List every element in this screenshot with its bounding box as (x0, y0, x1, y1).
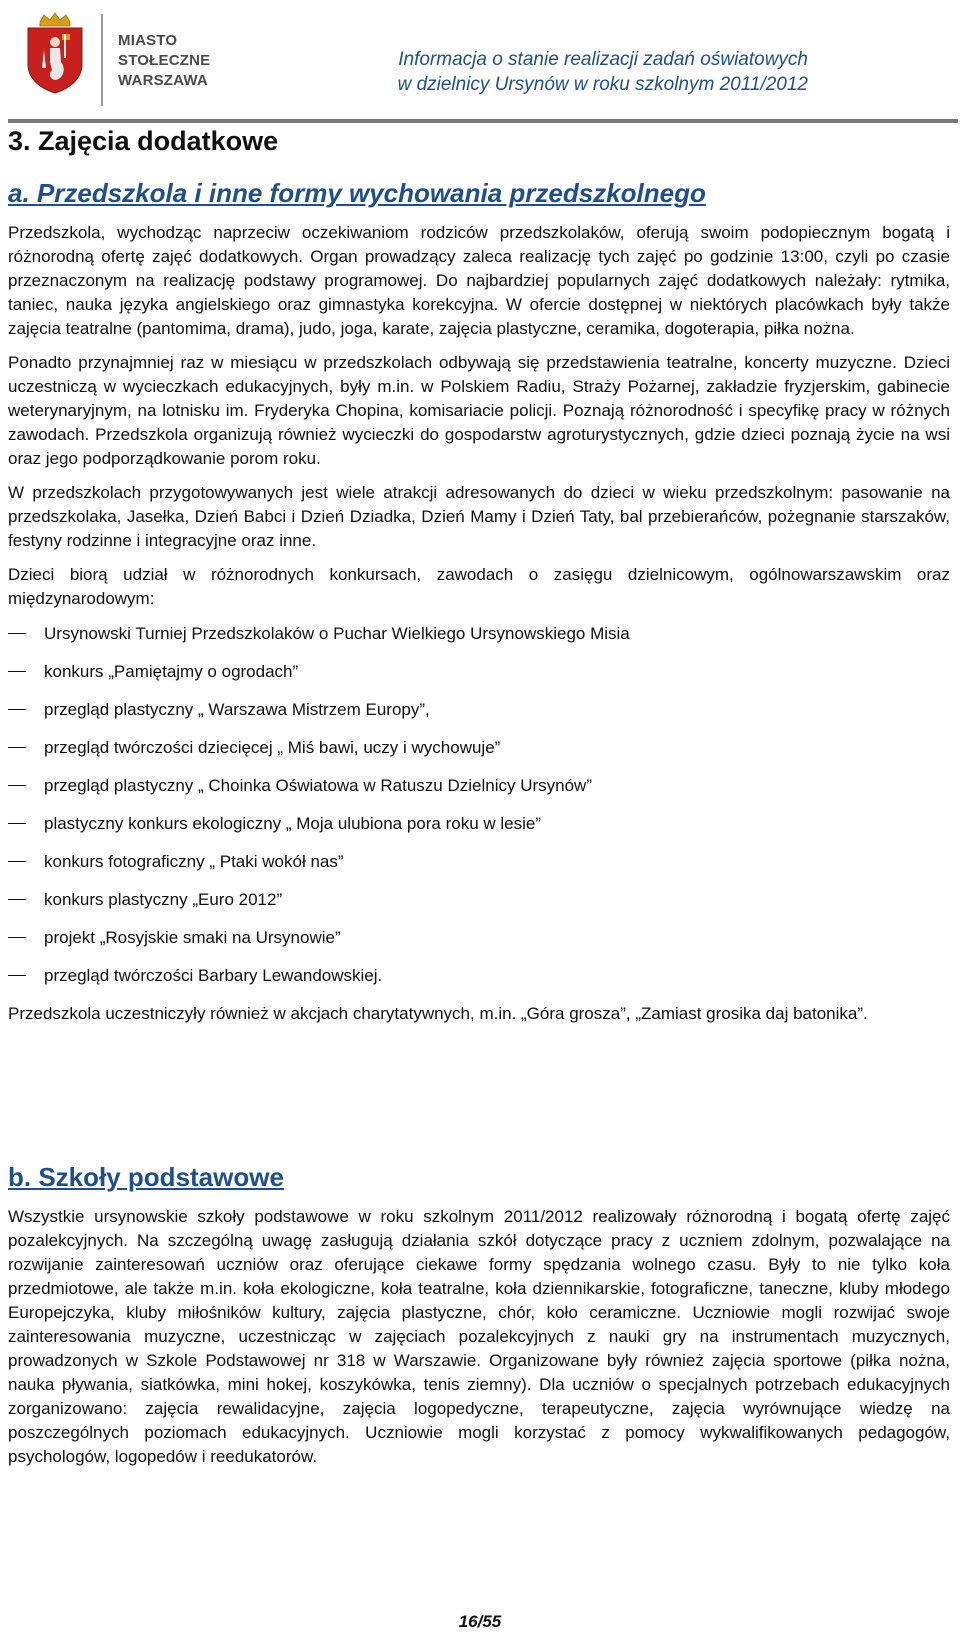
list-item: przegląd plastyczny „ Warszawa Mistrzem Europy”, (8, 698, 950, 736)
list-item: projekt „Rosyjskie smaki na Ursynowie” (8, 926, 950, 964)
dash-bullet (8, 899, 26, 900)
dash-bullet (8, 823, 26, 824)
part-a-paragraph-4: Dzieci biorą udział w różnorodnych konkursach, zawodach o zasięgu dzielnicowym, ogólnowarszawskim oraz międzynarodowym: (8, 565, 950, 608)
dash-bullet (8, 633, 26, 634)
dash-bullet (8, 975, 26, 976)
document-title-line-2: w dzielnicy Ursynów w roku szkolnym 2011/2012 (397, 74, 808, 95)
city-line-3: WARSZAWA (118, 72, 208, 89)
dash-bullet (8, 937, 26, 938)
part-b-heading: b. Szkoły podstawowe (8, 1162, 284, 1192)
competitions-list (8, 622, 950, 1002)
dash-bullet (8, 861, 26, 862)
list-item: przegląd twórczości dziecięcej „ Miś bawi, uczy i wychowuje” (8, 736, 950, 774)
part-a-heading: a. Przedszkola i inne formy wychowania przedszkolnego (8, 178, 706, 208)
part-a-paragraph-5: Przedszkola uczestniczyły również w akcjach charytatywnych, m.in. „Góra grosza”, „Zamiast grosika daj batonika”. (8, 1004, 868, 1023)
header-divider (101, 14, 103, 106)
dash-bullet (8, 785, 26, 786)
warsaw-crest-logo (26, 12, 84, 94)
list-item: przegląd plastyczny „ Choinka Oświatowa w Ratuszu Dzielnicy Ursynów” (8, 774, 950, 812)
dash-bullet (8, 709, 26, 710)
city-name (118, 31, 210, 91)
section-title: 3. Zajęcia dodatkowe (8, 126, 279, 156)
header-rule (8, 119, 958, 123)
page-number: 16/55 (458, 1612, 502, 1631)
dash-bullet (8, 747, 26, 748)
part-a-paragraph-3: W przedszkolach przygotowywanych jest wiele atrakcji adresowanych do dzieci w wieku przedszkolnym: pasowanie na przedszkolaka, Jasełka, Dzień Babci i Dzień Dziadka, Dzień Mamy i Dzień Taty, bal przebierańców, pożegnanie starszaków, festyny rodzinne i integracyjne oraz inne. (8, 483, 950, 550)
document-title (248, 47, 808, 97)
part-b (8, 1162, 950, 1469)
list-item: konkurs plastyczny „Euro 2012” (8, 888, 950, 926)
dash-bullet (8, 671, 26, 672)
document-title-line-1: Informacja o stanie realizacji zadań oświatowych (398, 49, 808, 70)
part-a (8, 178, 950, 1026)
list-item: przegląd twórczości Barbary Lewandowskiej. (8, 964, 950, 1002)
part-a-paragraph-2: Ponadto przynajmniej raz w miesiącu w przedszkolach odbywają się przedstawienia teatralne, koncerty muzyczne. Dzieci uczestniczą w wycieczkach edukacyjnych, były m.in. w Polskiem Radiu, Straży Pożarnej, zakładzie fryzjerskim, gabinecie weterynaryjnym, na lotnisku im. Fryderyka Chopina, komisariacie policji. Poznają różnorodność i specyfikę pracy w różnych zawodach. Przedszkola organizują również wycieczki do gospodarstw agroturystycznych, gdzie dzieci poznają życie na wsi oraz jego podporządkowanie porom roku. (8, 353, 950, 468)
part-b-paragraph-1: Wszystkie ursynowskie szkoły podstawowe w roku szkolnym 2011/2012 realizowały różnorodną i bogatą ofertę zajęć pozalekcyjnych. Na szczególną uwagę zasługują działania szkół dotyczące pracy z uczniem zdolnym, pozwalające na rozwijanie zainteresowań uczniów oraz oferujące ciekawe formy spędzania wolnego czasu. Były to nie tylko koła przedmiotowe, ale także m.in. koła ekologiczne, koła teatralne, koła dziennikarskie, fotograficzne, taneczne, kluby młodego Europejczyka, kluby miłośników kultury, zajęcia plastyczne, chór, koło ceramiczne. Uczniowie mogli rozwijać swoje zainteresowania muzyczne, uczestnicząc w zajęciach pozalekcyjnych z nauki gry na instrumentach muzycznych, prowadzonych w Szkole Podstawowej nr 318 w Warszawie. Organizowane były również zajęcia sportowe (piłka nożna, nauka pływania, siatkówka, mini hokej, koszykówka, tenis ziemny). Dla uczniów o specjalnych potrzebach edukacyjnych zorganizowano: zajęcia rewalidacyjne, zajęcia logopedyczne, terapeutyczne, zajęcia wyrównujące wiedzę na poszczególnych poziomach edukacyjnych. Uczniowie mogli korzystać z pomocy wykwalifikowanych pedagogów, psychologów, logopedów i reedukatorów. (8, 1207, 950, 1466)
city-line-1: MIASTO (118, 32, 178, 49)
city-line-2: STOŁECZNE (118, 52, 211, 69)
list-item: konkurs „Pamiętajmy o ogrodach” (8, 660, 950, 698)
list-item: Ursynowski Turniej Przedszkolaków o Puchar Wielkiego Ursynowskiego Misia (8, 622, 950, 660)
list-item: konkurs fotograficzny „ Ptaki wokół nas” (8, 850, 950, 888)
part-a-paragraph-1: Przedszkola, wychodząc naprzeciw oczekiwaniom rodziców przedszkolaków, oferują swoim podopiecznym bogatą i różnorodną ofertę zajęć dodatkowych. Organ prowadzący zaleca realizację tych zajęć po godzinie 13:00, czyli po czasie przeznaczonym na realizację podstawy programowej. Do najbardziej popularnych zajęć dodatkowych należały: rytmika, taniec, nauka języka angielskiego oraz gimnastyka korekcyjna. W ofercie dostępnej w niektórych placówkach były także zajęcia teatralne (pantomima, drama), judo, joga, karate, zajęcia plastyczne, ceramika, dogoterapia, piłka nożna. (8, 223, 950, 338)
list-item: plastyczny konkurs ekologiczny „ Moja ulubiona pora roku w lesie” (8, 812, 950, 850)
page-header (0, 0, 960, 125)
